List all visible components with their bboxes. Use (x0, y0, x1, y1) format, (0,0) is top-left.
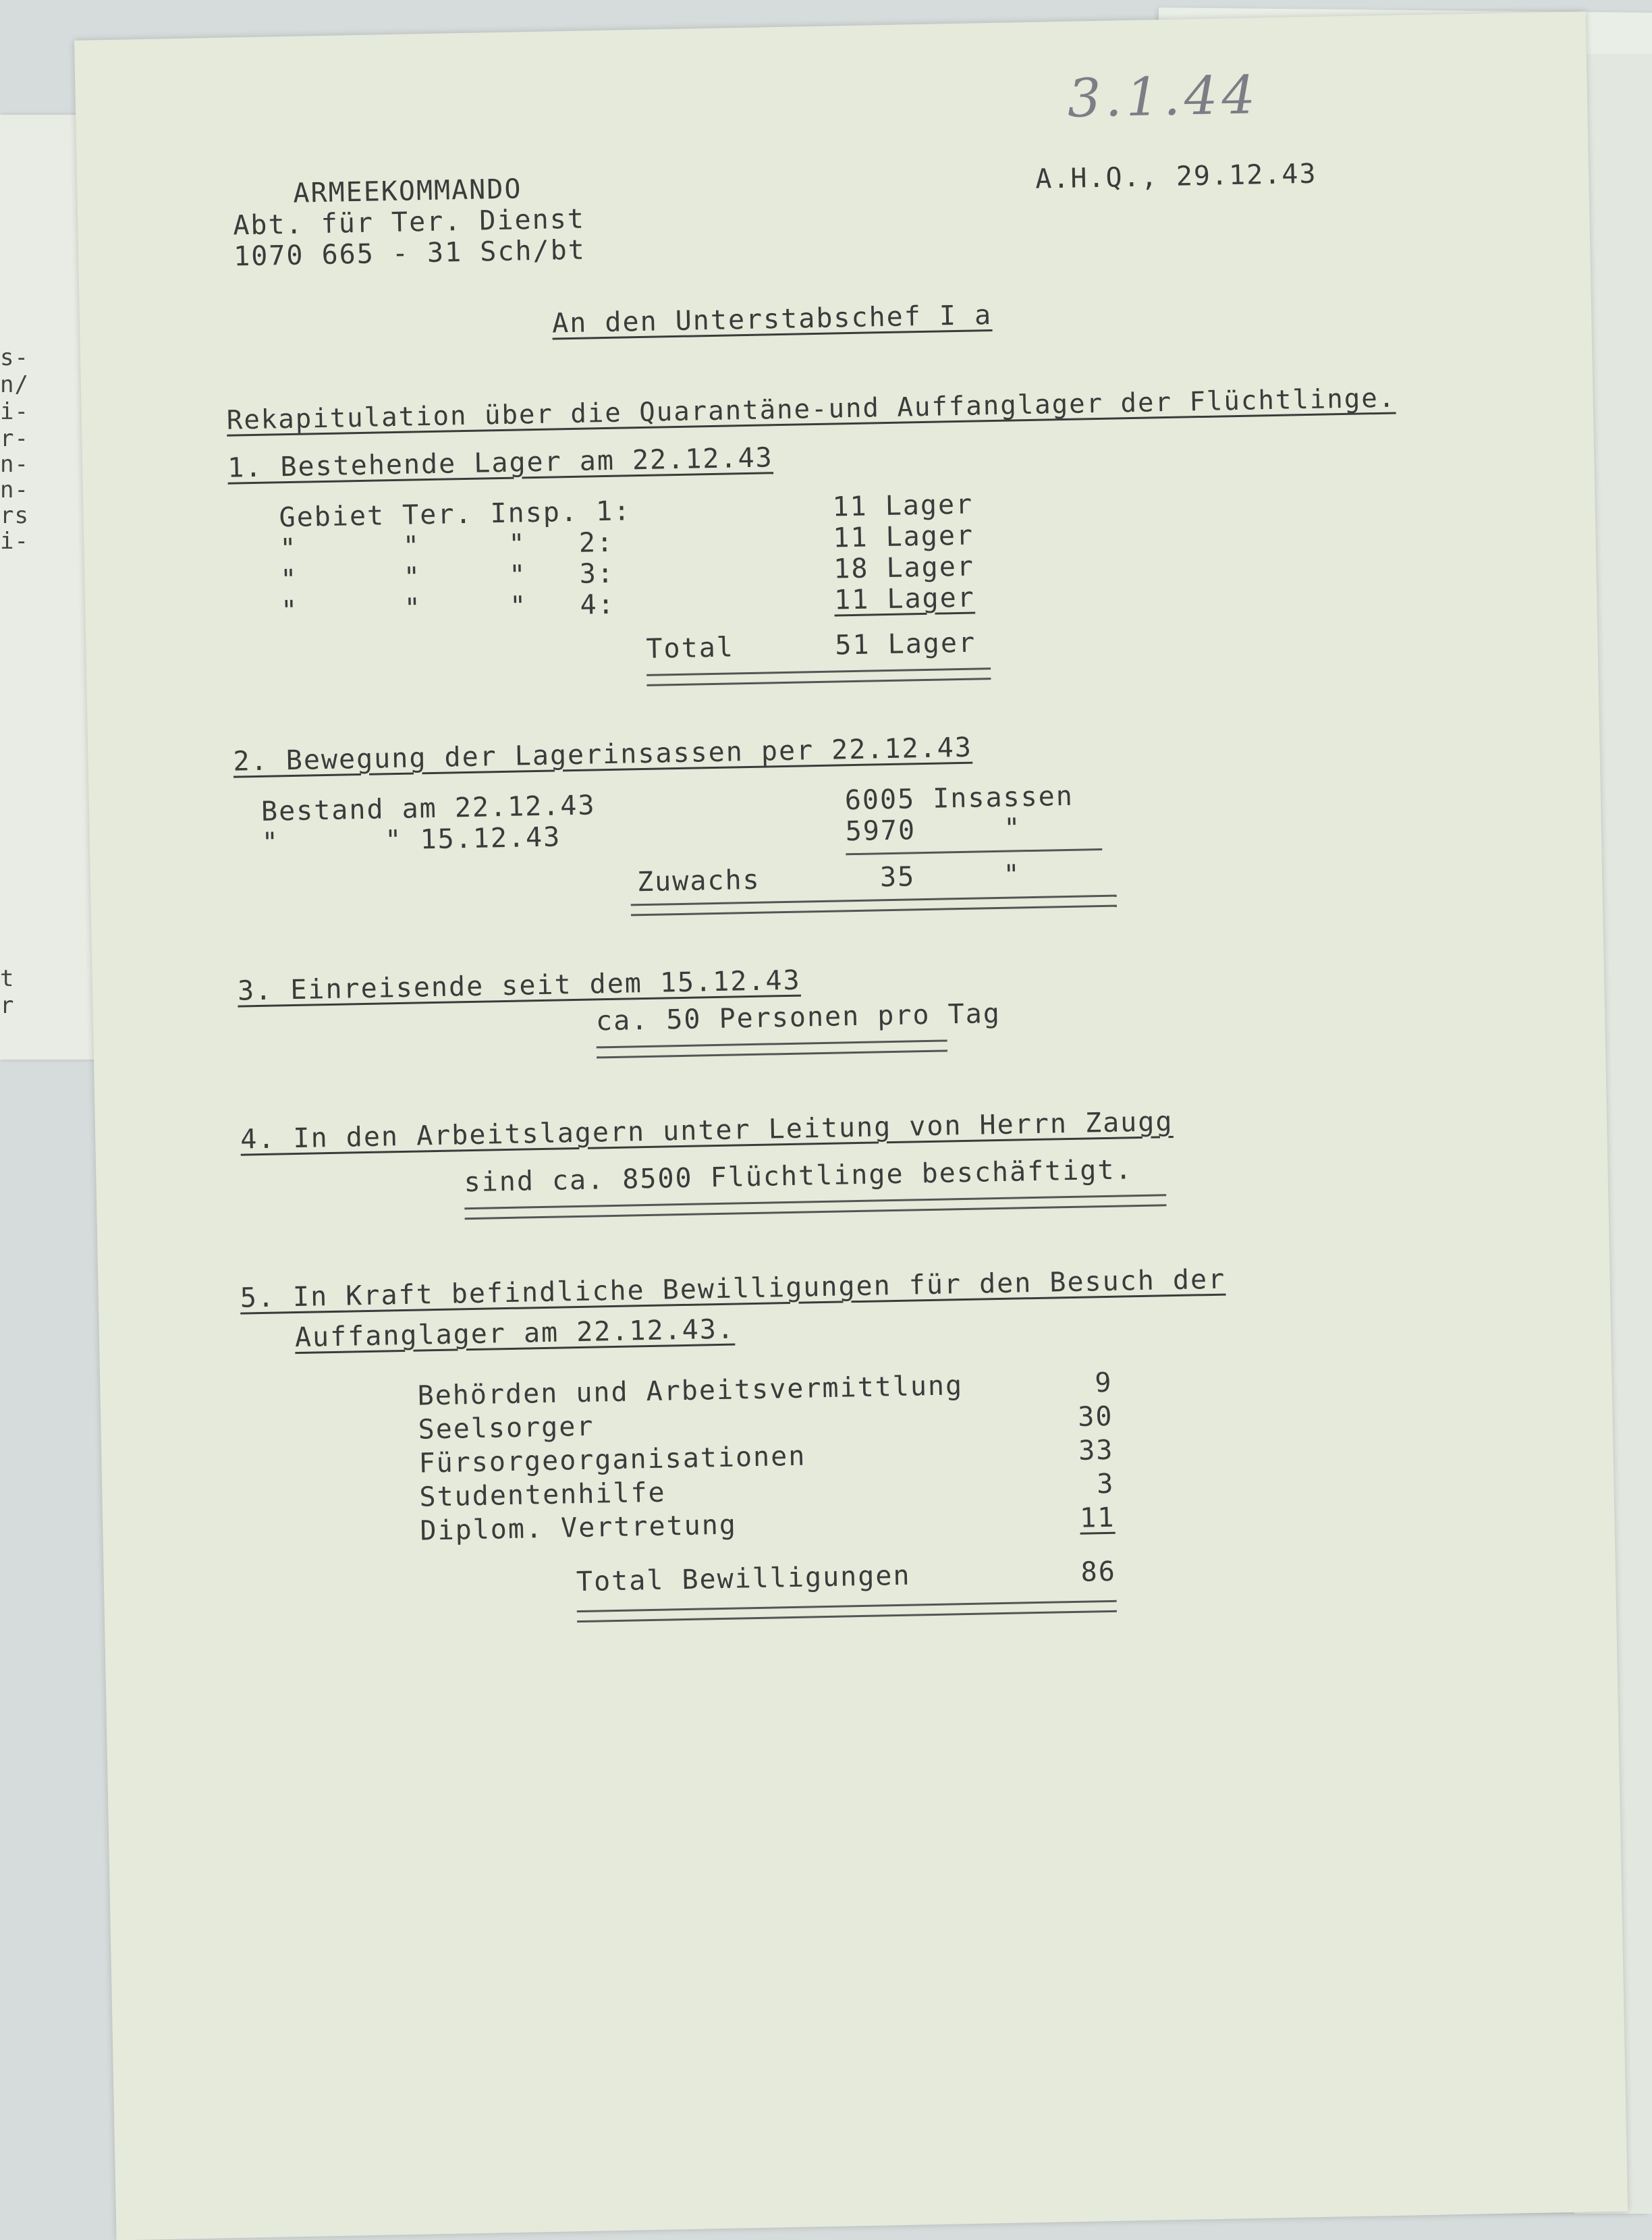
left-fragment: rs (0, 502, 29, 529)
section1-double-rule (646, 667, 991, 686)
section5-row-label: Diplom. Vertretung (420, 1509, 738, 1547)
section2-row1-label: Bestand am 22.12.43 (260, 790, 596, 827)
section5-row-value: 11 (1079, 1502, 1116, 1534)
section4-text: sind ca. 8500 Flüchtlinge beschäftigt. (464, 1154, 1133, 1199)
handwritten-date: 3.1.44 (1067, 65, 1260, 130)
section4-heading: 4. In den Arbeitslagern unter Leitung von Herrn Zaugg (240, 1106, 1174, 1155)
left-fragment: t (0, 965, 15, 992)
section1-row-value: 11 Lager (833, 582, 976, 616)
header-org: ARMEEKOMMANDO (292, 173, 522, 209)
section5-row-value: 33 (1078, 1434, 1114, 1467)
header-place-date: A.H.Q., 29.12.43 (1035, 158, 1317, 195)
section2-double-rule (631, 895, 1117, 917)
section5-double-rule (577, 1600, 1117, 1622)
section5-row-value: 30 (1077, 1400, 1113, 1433)
section1-row-label: Gebiet Ter. Insp. 1: (279, 495, 632, 534)
section3-double-rule (597, 1039, 947, 1058)
section2-row2-label: " " 15.12.43 (261, 821, 561, 858)
left-fragment: n- (0, 476, 29, 503)
subject-line: Rekapitulation über die Quarantäne-und Auffanglager der Flüchtlinge. (226, 383, 1396, 436)
header-dept: Abt. für Ter. Dienst (232, 203, 586, 242)
section5-row-label: Behörden und Arbeitsvermittlung (417, 1370, 964, 1412)
section5-heading-line1: 5. In Kraft befindliche Bewilligungen für den Besuch der (240, 1263, 1226, 1314)
section2-growth-label: Zuwachs (636, 864, 761, 898)
section2-heading: 2. Bewegung der Lagerinsassen per 22.12.43 (233, 732, 973, 777)
left-fragment: i- (0, 528, 29, 555)
section5-row-label: Studentenhilfe (419, 1477, 667, 1513)
section5-row-label: Seelsorger (418, 1411, 595, 1446)
left-fragment: n- (0, 451, 29, 478)
left-fragment: n/ (0, 371, 29, 398)
section1-row-value: 18 Lager (833, 551, 975, 585)
section1-row-value: 11 Lager (832, 520, 974, 554)
section5-row-value: 9 (1094, 1367, 1113, 1399)
section2-growth-value: 35 " (879, 859, 1022, 894)
section1-heading: 1. Bestehende Lager am 22.12.43 (227, 442, 774, 484)
section2-underline (846, 848, 1102, 855)
section5-total-value: 86 (1080, 1556, 1117, 1588)
section5-heading-line2: Auffanglager am 22.12.43. (294, 1313, 736, 1354)
left-fragment: s- (0, 344, 29, 371)
section1-total-value: 51 Lager (834, 627, 976, 661)
section3-text: ca. 50 Personen pro Tag (595, 998, 1001, 1037)
left-fragment: i- (0, 398, 29, 425)
section5-total-label: Total Bewilligungen (576, 1560, 911, 1598)
document-page (74, 11, 1628, 2240)
left-fragment: r (0, 992, 15, 1019)
section2-row2-value: 5970 " (845, 813, 1022, 848)
addressee: An den Unterstabschef I a (551, 299, 993, 339)
section4-double-rule (464, 1194, 1166, 1220)
section1-row-label: " " " 2: (279, 526, 615, 565)
section2-row1-value: 6005 Insassen (844, 780, 1074, 817)
section1-row-value: 11 Lager (832, 489, 974, 523)
section1-row-label: " " " 3: (279, 557, 615, 596)
header-ref: 1070 665 - 31 Sch/bt (233, 234, 586, 273)
section5-row-value: 3 (1096, 1468, 1115, 1500)
left-fragment: r- (0, 425, 29, 452)
section1-row-label: " " " 4: (280, 589, 616, 627)
section3-heading: 3. Einreisende seit dem 15.12.43 (237, 964, 801, 1007)
section1-total-label: Total (646, 632, 735, 665)
section5-row-label: Fürsorgeorganisationen (418, 1440, 806, 1479)
